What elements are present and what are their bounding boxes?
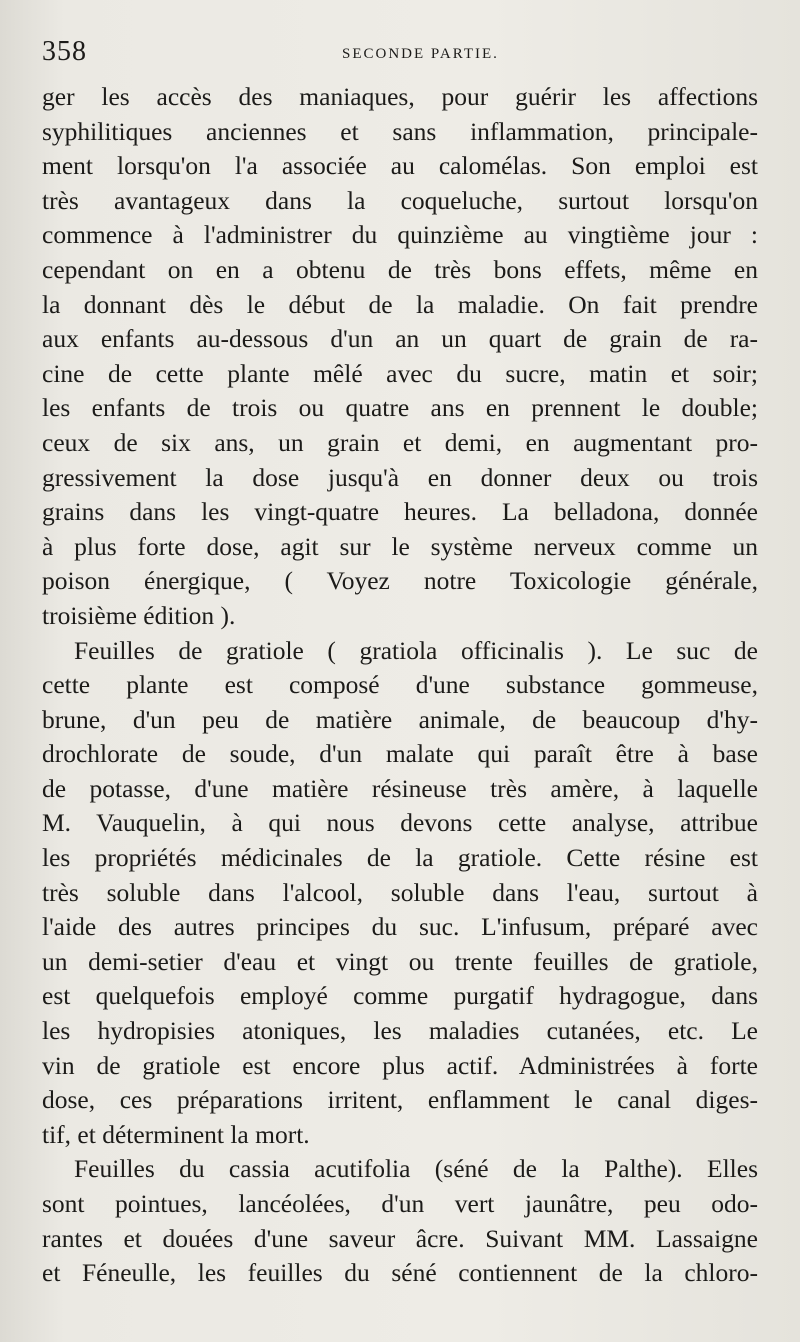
text-line: les hydropisies atoniques, les maladies cutanées, etc. Le	[42, 1016, 758, 1046]
text-line: très avantageux dans la coqueluche, surtout lorsqu'on	[42, 185, 758, 215]
text-line: aux enfants au-dessous d'un an un quart de grain de ra-	[42, 324, 758, 354]
text-line: tif, et déterminent la mort.	[42, 1119, 310, 1149]
text-line: grains dans les vingt-quatre heures. La belladona, donnée	[42, 497, 758, 527]
text-line: cette plante est composé d'une substance gommeuse,	[42, 670, 758, 700]
text-line: rantes et douées d'une saveur âcre. Suivant MM. Lassaigne	[42, 1223, 758, 1253]
text-line: syphilitiques anciennes et sans inflammation, principale-	[42, 116, 758, 146]
text-line: Feuilles du cassia acutifolia (séné de la Palthe). Elles	[74, 1154, 758, 1184]
text-line: est quelquefois employé comme purgatif hydragogue, dans	[42, 981, 758, 1011]
text-line: M. Vauquelin, à qui nous devons cette analyse, attribue	[42, 808, 758, 838]
running-head: SECONDE PARTIE.	[342, 46, 499, 62]
text-line: cependant on en a obtenu de très bons effets, même en	[42, 254, 758, 284]
page-number: 358	[42, 36, 87, 67]
text-line: ger les accès des maniaques, pour guérir les affections	[42, 82, 758, 111]
text-line: et Féneulle, les feuilles du séné contiennent de la chloro-	[42, 1258, 758, 1288]
text-line: Feuilles de gratiole ( gratiola officinalis ). Le suc de	[74, 635, 758, 665]
text-line: de potasse, d'une matière résineuse très amère, à laquelle	[42, 773, 758, 803]
text-line: commence à l'administrer du quinzième au vingtième jour :	[42, 220, 758, 250]
text-line: vin de gratiole est encore plus actif. Administrées à forte	[42, 1050, 758, 1080]
text-line: troisième édition ).	[42, 600, 236, 630]
text-line: ment lorsqu'on l'a associée au calomélas. Son emploi est	[42, 151, 758, 181]
text-line: très soluble dans l'alcool, soluble dans l'eau, surtout à	[42, 877, 758, 907]
text-line: cine de cette plante mêlé avec du sucre, matin et soir;	[42, 358, 758, 388]
text-line: drochlorate de soude, d'un malate qui paraît être à base	[42, 739, 758, 769]
text-line: les enfants de trois ou quatre ans en prennent le double;	[42, 393, 758, 423]
text-line: l'aide des autres principes du suc. L'infusum, préparé avec	[42, 912, 758, 942]
text-line: sont pointues, lancéolées, d'un vert jaunâtre, peu odo-	[42, 1189, 758, 1218]
text-line: la donnant dès le début de la maladie. On fait prendre	[42, 289, 758, 319]
page-body	[42, 80, 758, 1291]
text-line: ceux de six ans, un grain et demi, en augmentant pro-	[42, 427, 758, 457]
text-line: à plus forte dose, agit sur le système nerveux comme un	[42, 531, 758, 561]
text-line: poison énergique, ( Voyez notre Toxicologie générale,	[42, 566, 758, 596]
text-line: dose, ces préparations irritent, enflamment le canal diges-	[42, 1085, 758, 1115]
text-line: gressivement la dose jusqu'à en donner deux ou trois	[42, 462, 758, 492]
text-line: brune, d'un peu de matière animale, de beaucoup d'hy-	[42, 704, 758, 734]
page-header	[42, 36, 758, 66]
text-line: un demi-setier d'eau et vingt ou trente feuilles de gratiole,	[42, 946, 758, 976]
text-line: les propriétés médicinales de la gratiole. Cette résine est	[42, 843, 758, 873]
